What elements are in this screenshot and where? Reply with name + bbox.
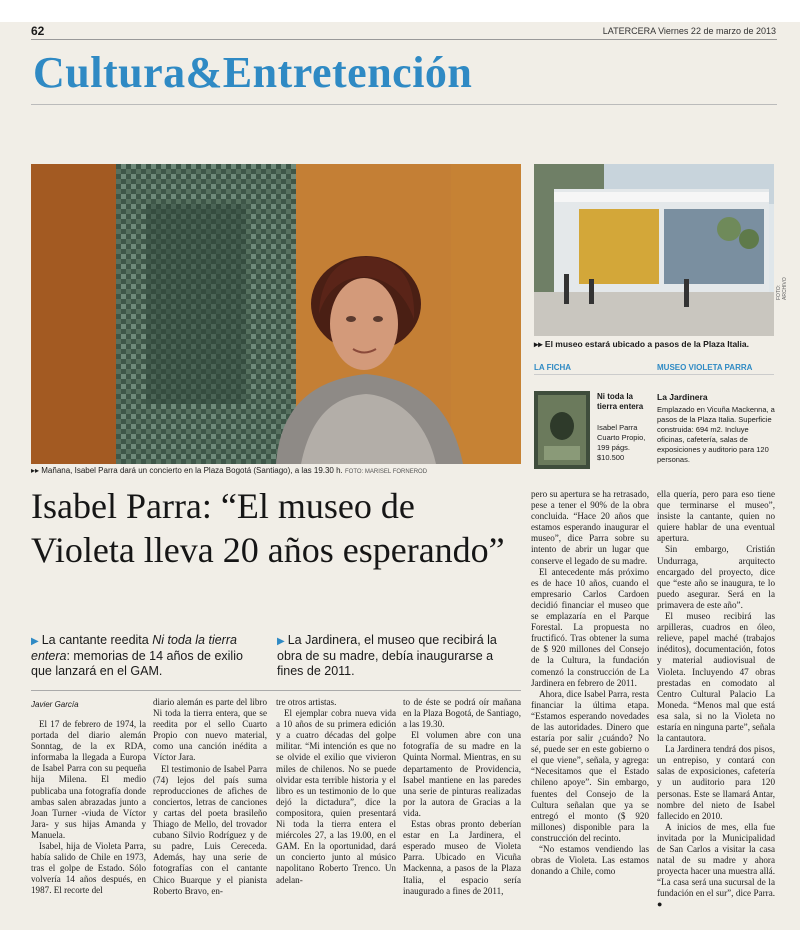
paragraph: “No estamos vendiendo las obras de Violeta. Las estamos donando a Chile, como [531,844,649,877]
paragraph: A inicios de mes, ella fue invitada por la Municipalidad de San Carlos a visitar la casa natal de su madre y ahora proyecta hacer una muestra allá. “La casa será una sucursal de la fundación en el sur”, dice Parra. ● [657,821,775,910]
headline: Isabel Parra: “El museo de Violeta lleva 20 años esperando” [31,486,505,570]
paragraph: El antecedente más próximo es de hace 10 años, cuando el empresario Carlos Cardoen decidió financiar el museo que se emplazaría en el Parque Forestal. La propuesta no fructificó. Tras obtener la suma de $ 920 millones del Consejo de la Cultura, la fundación comenzó la construcción de La Jardinera en febrero de 2011. [531,566,649,688]
summary-bullet-1: ▶ La cantante reedita Ni toda la tierra entera: memorias de 14 años de exilio que lanzará en el GAM. [31,633,243,678]
dateline: LATERCERA Viernes 22 de marzo de 2013 [602,26,776,36]
book-cover-image [534,391,590,469]
paragraph: Estas obras pronto deberían estar en La Jardinera, el esperado museo de Violeta Parra. Ubicado en Vicuña Mackenna, a pasos de la Plaza Italia, el espacio sería inaugurado a fines de 2011, [403,819,521,896]
section-title: Cultura&Entretención [33,48,473,97]
museo-name: La Jardinera [657,392,708,402]
paragraph: ella quería, pero para eso tiene que terminarse el museo”, insiste la cantante, quien no quiere hablar de una eventual apertura. [657,489,775,544]
ficha-label: LA FICHA [534,363,572,372]
main-caption-text: ▸▸ Mañana, Isabel Parra dará un concierto en la Plaza Bogotá (Santiago), a las 19.30 h. [31,466,343,475]
box-rule [534,374,774,375]
bullet-arrow-icon: ▶ [31,636,39,647]
paragraph: tre otros artistas. [276,697,337,707]
paragraph: El ejemplar cobra nueva vida a 10 años de su primera edición y a cuatro décadas del golpe militar. “Mi intención es que no se olvide el exilio que vivieron miles de chilenos. No se puede olvidar esta terrible historia y el libro es un testimonio de lo que dejó la dictadura”, dice la compositora, quien presentará Ni toda la tierra entera el miércoles 27, a las 19.00, en el GAM. En la oportunidad, dará un concierto junto al músico napolitano Roberto Trenco. Un adelan- [276,708,396,885]
paragraph: Sin embargo, Cristián Undurraga, arquitecto encargado del proyecto, dice que “este año se inaugura, te lo puedo asegurar. Será en la primavera de este año”. [657,544,775,610]
paragraph: Ahora, dice Isabel Parra, resta financiar la última etapa. “Estamos esperando novedades de las autoridades. Dinero que estaría por salir ¿cuándo? No sé, puede ser en este gobierno o el que viene”, señala, y agrega: “Necesitamos que el Estado chileno apoye”. Sin embargo, fuentes del Consejo de la Cultura señalan que ya se entregó el monto ($ 920 millones) disponible para la construcción del recinto. [531,688,649,843]
book-info: Isabel Parra Cuarto Propio, 199 págs. $10.500 [597,423,646,462]
body-column-1 [31,719,146,897]
main-photo-credit: FOTO: MARISEL FORNEROD [345,469,428,475]
paragraph: El museo recibirá las arpilleras, cuadros en óleo, relieve, papel maché (trabajos inéditos), documentación, fotos y material audiovisual de Violeta. Incluyendo 47 obras prestadas en comodato al Centro Cultural Palacio La Moneda. “Menos mal que está esa sala, si no la Violeta no estaría en ninguna parte”, señala la cantautora. [657,611,775,744]
body-column-3 [276,697,396,886]
summary-bullet-2: ▶ La Jardinera, el museo que recibirá la obra de su madre, debía inaugurarse a fines de 2011. [277,633,497,678]
paragraph: La Jardinera tendrá dos pisos, un entrepiso, y contará con salas de exposiciones, cafetería y un auditorio para 120 personas. Este se llamará Antar, nombre del nieto de Isabel fallecido en 2010. [657,744,775,821]
museum-photo [534,164,774,336]
body-column-5 [531,489,649,877]
page-number: 62 [31,24,45,38]
author-rule [31,690,521,691]
museum-photo-credit: FOTO: ARCHIVO [776,277,788,300]
main-photo [31,164,521,464]
book-title: Ni toda la tierra entera [597,392,644,411]
author-byline: Javier García [31,700,79,709]
paragraph: El testimonio de Isabel Parra (74) lejos del país suma reproducciones de afiches de conciertos, letras de canciones y cartas del poeta brasileño Thiago de Mello, del trovador cubano Silvio Rodríguez y de su padre, Luis Cereceda. Además, hay una serie de fotografías con el cantante Chico Buarque y el pianista Roberto Bravo, en- [153,763,267,896]
main-photo-caption [31,466,521,475]
paragraph: to de éste se podrá oír mañana en la Plaza Bogotá, de Santiago, a las 19.30. [403,697,521,730]
museum-photo-caption: ▸▸ El museo estará ubicado a pasos de la Plaza Italia. [534,339,749,349]
paragraph: El 17 de febrero de 1974, la portada del diario alemán Sonntag, de la ex RDA, informaba la llegada a Europa de Isabel Parra con su pequeña hija Milena. El medio publicaba una fotografía donde ambas salen abrazadas junto a Joan Turner -viuda de Víctor Jara- y sus hijas Amanda y Manuela. [31,719,146,840]
top-rule [31,39,777,40]
body-column-6 [657,489,775,911]
museo-description: Emplazado en Vicuña Mackenna, a pasos de la Plaza Italia. Superficie construida: 694 m2. Incluye oficinas, cafetería, salas de exposiciones y auditorio para 120 personas. [657,405,775,464]
body-column-4 [403,697,521,897]
bullet-arrow-icon: ▶ [277,636,285,647]
section-rule [31,104,777,105]
paragraph: El volumen abre con una fotografía de su madre en la Quinta Normal. Mientras, en su departamento de Providencia, Isabel mantiene en las paredes una serie de pinturas realizadas por la autora de Gracias a la vida. [403,730,521,818]
body-column-2 [153,697,267,897]
paragraph: diario alemán es parte del libro Ni toda la tierra entera, que se reedita por el sello Cuarto Propio con nuevo material, como una canción inédita a Víctor Jara. [153,697,267,763]
top-white-band [0,0,800,22]
paragraph: Isabel, hija de Violeta Parra, había salido de Chile en 1973, tras el golpe de Estado. Sólo volvería 14 años después, en 1987. El recorte del [31,841,146,896]
museo-label: MUSEO VIOLETA PARRA [657,363,753,372]
paragraph: pero su apertura se ha retrasado, pese a tener el 90% de la obra concluida. “Hace 20 años que estamos esperando inaugurar el museo”, dice Parra sobre su intento de abrir un lugar que conserve el legado de su madre. [531,489,649,566]
